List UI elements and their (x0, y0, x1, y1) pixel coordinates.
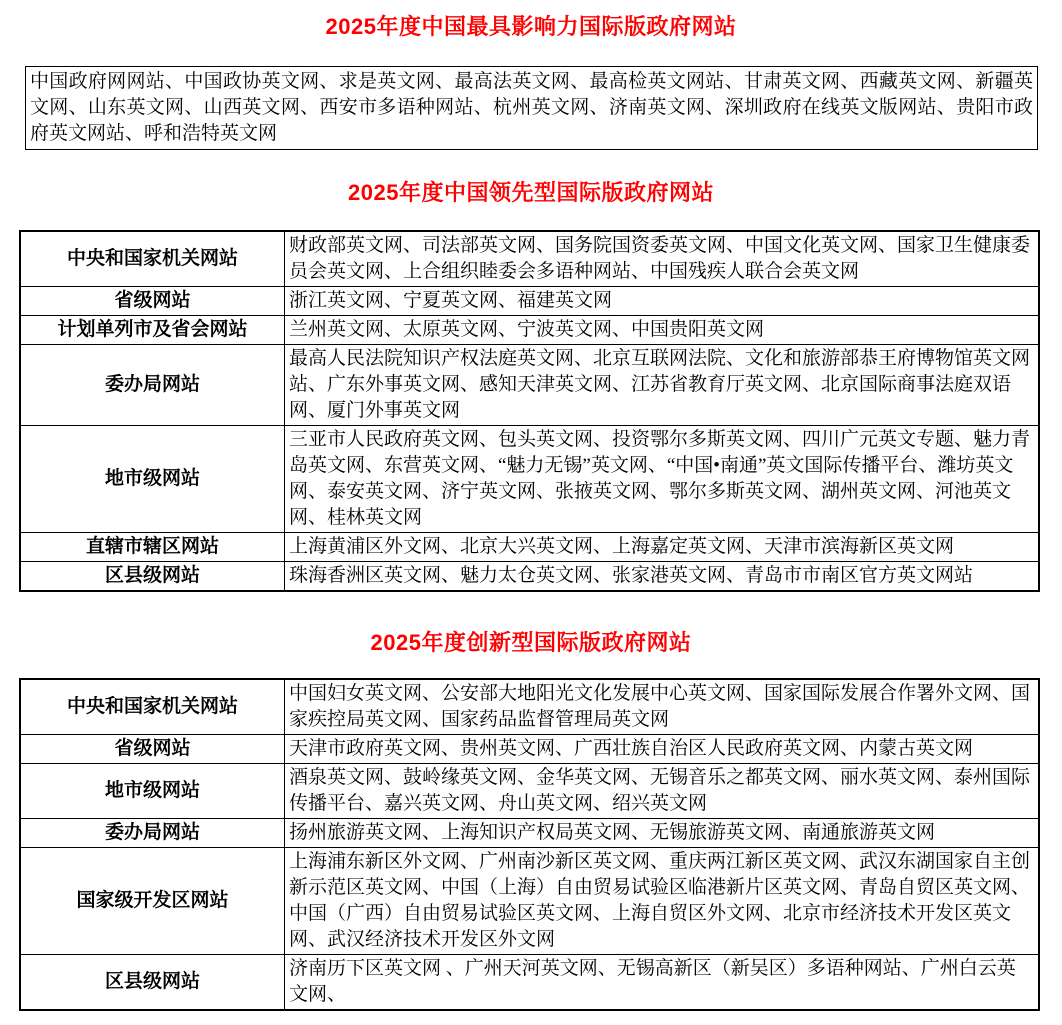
sites-cell: 上海浦东新区外文网、广州南沙新区英文网、重庆两江新区英文网、武汉东湖国家自主创新示范区英文网、中国（上海）自由贸易试验区临港新片区英文网、青岛自贸区英文网、中国（广西）自由贸易试验区英文网、上海自贸区外文网、北京市经济技术开发区英文网、武汉经济技术开发区外文网 (285, 848, 1040, 955)
influential-sites-text: 中国政府网网站、中国政协英文网、求是英文网、最高法英文网、最高检英文网站、甘肃英文网、西藏英文网、新疆英文网、山东英文网、山西英文网、西安市多语种网站、杭州英文网、济南英文网、深圳政府在线英文版网站、贵阳市政府英文网站、呼和浩特英文网 (30, 71, 1033, 144)
section-title-influential: 2025年度中国最具影响力国际版政府网站 (325, 14, 737, 39)
sites-cell: 浙江英文网、宁夏英文网、福建英文网 (285, 287, 1040, 316)
category-cell: 区县级网站 (20, 955, 285, 1011)
sites-cell: 最高人民法院知识产权法庭英文网、北京互联网法院、文化和旅游部恭王府博物馆英文网站、广东外事英文网、感知天津英文网、江苏省教育厅英文网、北京国际商事法庭双语网、厦门外事英文网 (285, 345, 1040, 426)
innovative-sites-table (19, 678, 1040, 1011)
sites-cell: 济南历下区英文网 、广州天河英文网、无锡高新区（新吴区）多语种网站、广州白云英文网、 (285, 955, 1040, 1011)
table-row (20, 287, 1039, 316)
table-row (20, 679, 1039, 735)
sites-cell: 酒泉英文网、鼓岭缘英文网、金华英文网、无锡音乐之都英文网、丽水英文网、泰州国际传播平台、嘉兴英文网、舟山英文网、绍兴英文网 (285, 764, 1040, 819)
leading-sites-table (19, 230, 1040, 592)
category-cell: 省级网站 (20, 287, 285, 316)
section-title-leading: 2025年度中国领先型国际版政府网站 (348, 180, 714, 205)
sites-cell: 扬州旅游英文网、上海知识产权局英文网、无锡旅游英文网、南通旅游英文网 (285, 819, 1040, 848)
category-cell: 委办局网站 (20, 345, 285, 426)
category-cell: 计划单列市及省会网站 (20, 316, 285, 345)
sites-cell: 财政部英文网、司法部英文网、国务院国资委英文网、中国文化英文网、国家卫生健康委员会英文网、上合组织睦委会多语种网站、中国残疾人联合会英文网 (285, 231, 1040, 287)
table-row (20, 562, 1039, 592)
influential-sites-box (25, 66, 1038, 150)
table-row (20, 345, 1039, 426)
table-row (20, 848, 1039, 955)
sites-cell: 中国妇女英文网、公安部大地阳光文化发展中心英文网、国家国际发展合作署外文网、国家疾控局英文网、国家药品监督管理局英文网 (285, 679, 1040, 735)
sites-cell: 天津市政府英文网、贵州英文网、广西壮族自治区人民政府英文网、内蒙古英文网 (285, 735, 1040, 764)
table-row (20, 735, 1039, 764)
category-cell: 委办局网站 (20, 819, 285, 848)
table-row (20, 955, 1039, 1011)
table-row (20, 819, 1039, 848)
sites-cell: 珠海香洲区英文网、魅力太仓英文网、张家港英文网、青岛市市南区官方英文网站 (285, 562, 1040, 592)
category-cell: 国家级开发区网站 (20, 848, 285, 955)
category-cell: 区县级网站 (20, 562, 285, 592)
table-row (20, 316, 1039, 345)
category-cell: 中央和国家机关网站 (20, 231, 285, 287)
table-row (20, 231, 1039, 287)
category-cell: 直辖市辖区网站 (20, 533, 285, 562)
sites-cell: 上海黄浦区外文网、北京大兴英文网、上海嘉定英文网、天津市滨海新区英文网 (285, 533, 1040, 562)
sites-cell: 三亚市人民政府英文网、包头英文网、投资鄂尔多斯英文网、四川广元英文专题、魅力青岛英文网、东营英文网、“魅力无锡”英文网、“中国•南通”英文国际传播平台、潍坊英文网、泰安英文网、济宁英文网、张掖英文网、鄂尔多斯英文网、湖州英文网、河池英文网、桂林英文网 (285, 426, 1040, 533)
category-cell: 地市级网站 (20, 426, 285, 533)
category-cell: 地市级网站 (20, 764, 285, 819)
category-cell: 中央和国家机关网站 (20, 679, 285, 735)
category-cell: 省级网站 (20, 735, 285, 764)
sites-cell: 兰州英文网、太原英文网、宁波英文网、中国贵阳英文网 (285, 316, 1040, 345)
section-title-innovative: 2025年度创新型国际版政府网站 (370, 630, 692, 655)
table-row (20, 764, 1039, 819)
table-row (20, 533, 1039, 562)
table-row (20, 426, 1039, 533)
